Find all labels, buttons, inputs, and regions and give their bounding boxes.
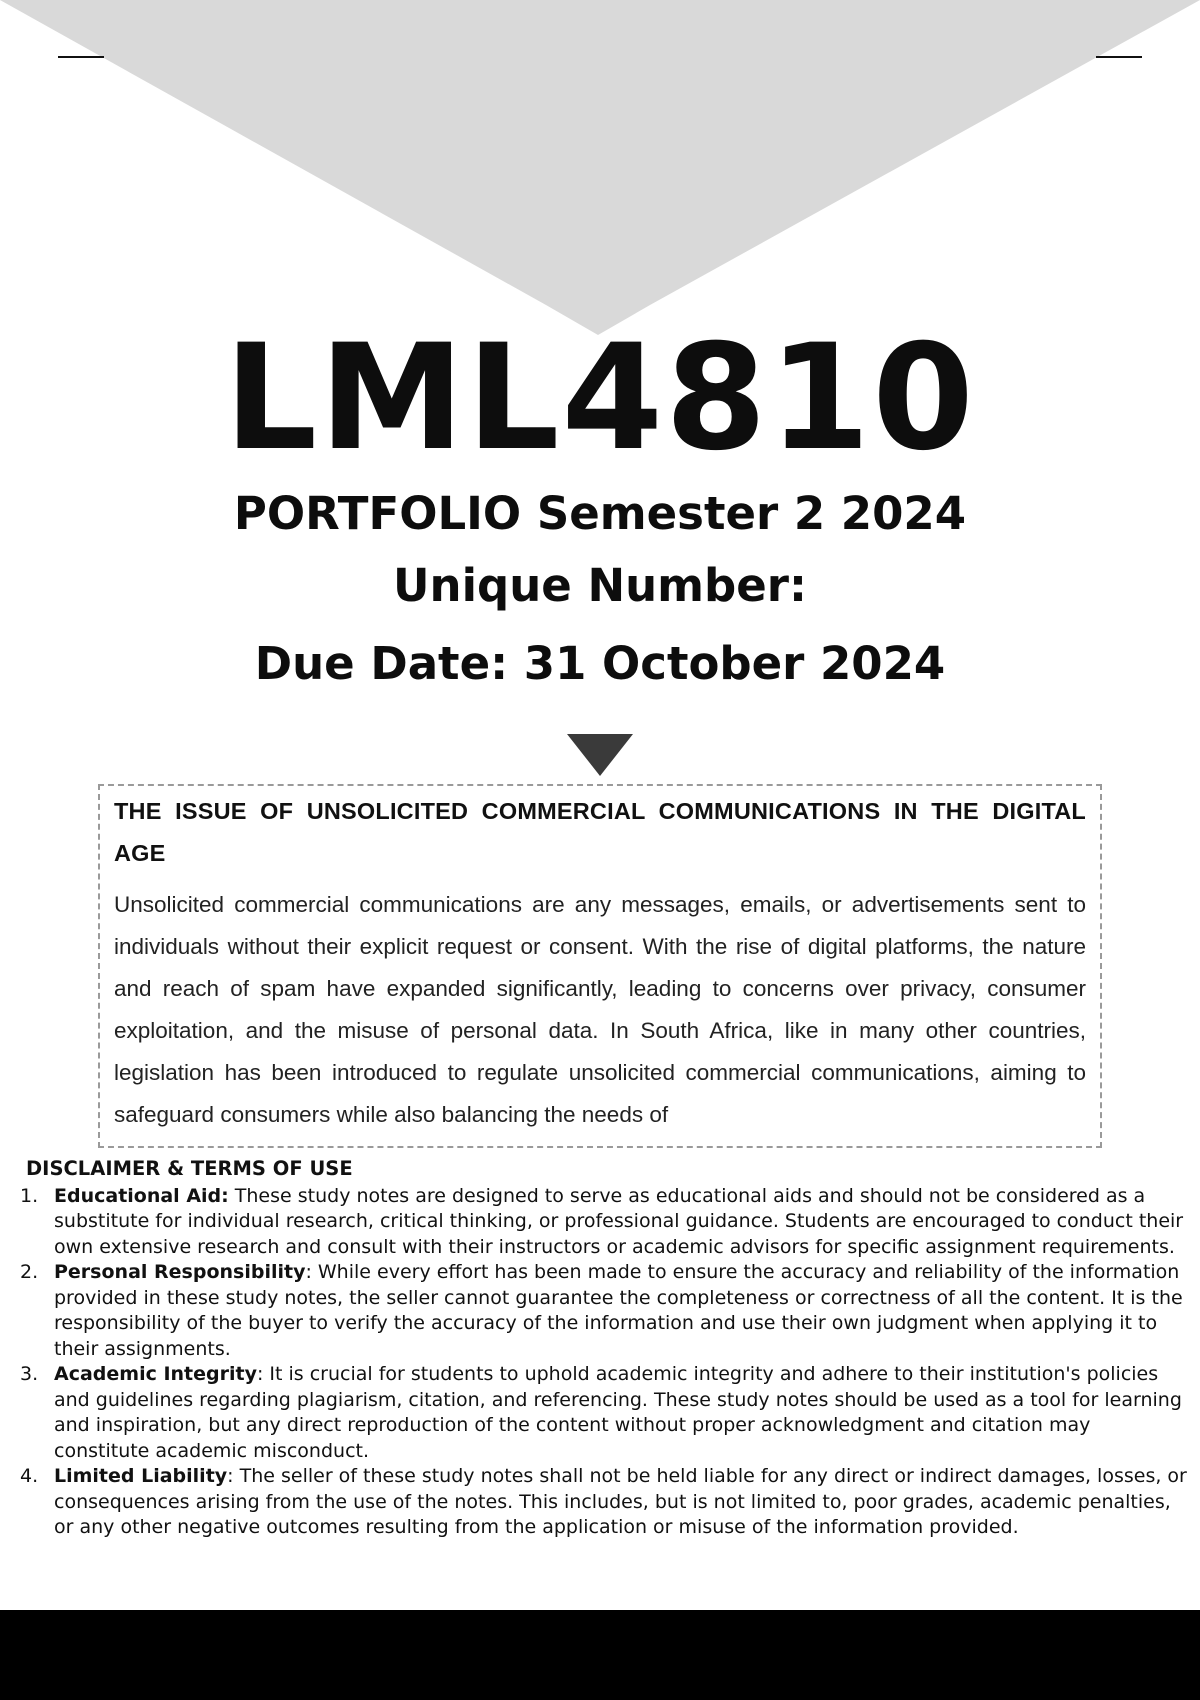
- disclaimer-item-number: 1.: [20, 1184, 39, 1207]
- disclaimer-item-number: 3.: [20, 1363, 39, 1385]
- disclaimer-item-label: Limited Liability: [54, 1465, 228, 1487]
- course-code-title: LML4810: [224, 313, 976, 483]
- disclaimer-item-number: 4.: [20, 1465, 39, 1487]
- corner-rule-right: [1096, 56, 1142, 58]
- disclaimer-item-text: : It is crucial for students to uphold academic integrity and adhere to their institution's policies and guidelines regarding plagiarism, citation, and referencing. These study notes should be used as a tool for learning and inspiration, but any direct reproduction of the content without proper acknowledgment and citation may constitute academic misconduct.: [54, 1363, 1182, 1462]
- disclaimer-list: [20, 1184, 1190, 1541]
- disclaimer-item-text: : While every effort has been made to ensure the accuracy and reliability of the information provided in these study notes, the seller cannot guarantee the completeness or correctness of all the content. It is the responsibility of the buyer to verify the accuracy of the information and use their own judgment when applying it to their assignments.: [54, 1261, 1183, 1360]
- footer-bar: [0, 1610, 1200, 1700]
- assessment-subtitle: PORTFOLIO Semester 2 2024: [233, 487, 967, 540]
- disclaimer-item: [20, 1464, 1190, 1541]
- disclaimer-item-number: 2.: [20, 1261, 39, 1283]
- unique-number-label: Unique Number:: [393, 559, 807, 612]
- corner-rule-left: [58, 56, 104, 58]
- decorative-chevron-banner: [0, 0, 1200, 340]
- down-arrow-icon: [567, 734, 633, 776]
- disclaimer-item-text: These study notes are designed to serve as educational aids and should not be considered as a substitute for individual research, critical thinking, or professional guidance. Students are encouraged to conduct their own extensive research and consult with their instructors or academic advisors for specific assignment requirements.: [54, 1184, 1184, 1258]
- disclaimer-item: [20, 1184, 1190, 1261]
- disclaimer-item: [20, 1362, 1190, 1464]
- excerpt-body: Unsolicited commercial communications are any messages, emails, or advertisements sent to individuals without their explicit request or consent. With the rise of digital platforms, the nature and reach of spam have expanded significantly, leading to concerns over privacy, consumer exploitation, and the misuse of personal data. In South Africa, like in many other countries, legislation has been introduced to regulate unsolicited commercial communications, aiming to safeguard consumers while also balancing the needs of: [114, 892, 1086, 1127]
- disclaimer-item-label: Academic Integrity: [54, 1363, 257, 1385]
- disclaimer-item-label: Personal Responsibility: [54, 1261, 306, 1283]
- chevron-shape: [0, 0, 1200, 335]
- disclaimer-item: [20, 1260, 1190, 1362]
- disclaimer-heading: DISCLAIMER & TERMS OF USE: [26, 1157, 353, 1180]
- due-date-label: Due Date: 31 October 2024: [254, 637, 946, 690]
- disclaimer-item-label: Educational Aid:: [54, 1184, 229, 1207]
- disclaimer-item-text: : The seller of these study notes shall not be held liable for any direct or indirect damages, losses, or consequences arising from the use of the notes. This includes, but is not limited to, poor grades, academic penalties, or any other negative outcomes resulting from the application or misuse of the information provided.: [54, 1465, 1187, 1538]
- disclaimer-section: [20, 1156, 1190, 1541]
- excerpt-preview-box: [98, 784, 1102, 1148]
- excerpt-title: THE ISSUE OF UNSOLICITED COMMERCIAL COMMUNICATIONS IN THE DIGITAL AGE: [114, 798, 1086, 866]
